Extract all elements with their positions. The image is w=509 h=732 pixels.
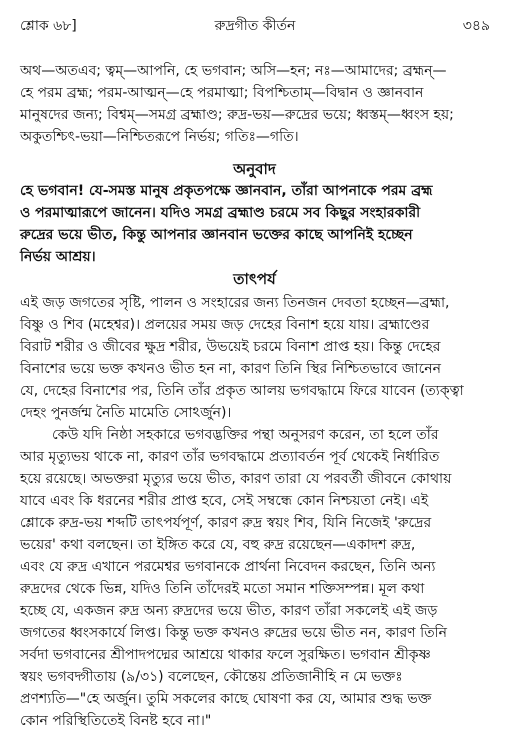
purport-line: আর মৃত্যুভয় থাকে না, কারণ তাঁর ভগবদ্ধামে প্রত্যাবর্তন পূর্ব থেকেই নির্ধারিত [20,449,440,465]
purport-line: কোন পরিস্থিতিতেই বিনষ্ট হবে না।" [20,713,212,729]
translation-section [20,180,488,268]
translation-line: রুদ্রের ভয়ে ভীত, কিন্তু আপনার জ্ঞানবান ভক্তের কাছে আপনিই হচ্ছেন [20,227,413,243]
synonyms-section [20,60,488,148]
purport-line: হয়ে রয়েছে। অভক্তরা মৃত্যুর ভয়ে ভীত, কারণ তারা যে পরবর্তী জীবনে কোথায় [20,471,452,487]
purport-line: প্রণশ্যতি—"হে অর্জুন। তুমি সকলের কাছে ঘোষণা কর যে, আমার শুদ্ধ ভক্ত [20,691,432,707]
page-number: ৩৪৯ [462,18,490,34]
translation-line: হে ভগবান! যে-সমস্ত মানুষ প্রকৃতপক্ষে জ্ঞানবান, তাঁরা আপনাকে পরম ব্রহ্ম [20,183,433,199]
purport-section [20,292,488,732]
purport-line: এবং যে রুদ্র এখানে পরমেশ্বর ভগবানকে প্রার্থনা নিবেদন করছেন, তিনি অন্য [20,559,436,575]
translation-heading: অনুবাদ [233,160,276,178]
synonyms-line: হে পরম ব্রহ্ম; পরম-আত্মন্—হে পরমাত্মা; বিপশ্চিতাম্—বিদ্বান ও জ্ঞানবান [20,85,424,101]
synonyms-line: অথ—অতএব; ত্বম্—আপনি, হে ভগবান; অসি—হন; নঃ—আমাদের; ব্রহ্মন্— [20,63,447,79]
purport-line: দেহং পুনর্জন্ম নৈতি মামেতি সোঽর্জুন)। [20,405,232,421]
purport-line: শ্লোকে রুদ্র-ভয় শব্দটি তাৎপর্যপূর্ণ, কারণ রুদ্র স্বয়ং শিব, যিনি নিজেই 'রুদ্রের [20,515,432,531]
purport-line: জগতের ধ্বংসকার্যে লিপ্ত। কিন্তু ভক্ত কখনও রুদ্রের ভয়ে ভীত নন, কারণ তিনি [20,625,447,641]
purport-line: বিরাট শরীর ও জীবের ক্ষুদ্র শরীর, উভয়েই চরমে বিনাশ প্রাপ্ত হয়। কিন্তু দেহের [20,339,441,355]
purport-line: সর্বদা ভগবানের শ্রীপাদপদ্মের আশ্রয়ে থাকার ফলে সুরক্ষিত। ভগবান শ্রীকৃষ্ণ [20,647,431,663]
purport-line: কেউ যদি নিষ্ঠা সহকারে ভগবদ্ভক্তির পন্থা অনুসরণ করেন, তা হলে তাঁর [52,427,439,443]
purport-heading: তাৎপর্য [233,270,276,288]
synonyms-line: অকুতশ্চিৎ-ভয়া—নিশ্চিতরূপে নির্ভয়; গতিঃ—গতি। [20,129,299,145]
purport-line: ভয়ের' কথা বলছেন। তা ইঙ্গিত করে যে, বহু রুদ্র রয়েছেন—একাদশ রুদ্র, [20,537,416,553]
translation-line: ও পরমাত্মারূপে জানেন। যদিও সমগ্র ব্রহ্মাণ্ড চরমে সব কিছুর সংহারকারী [20,205,421,221]
translation-line: নির্ভয় আশ্রয়। [20,249,96,265]
purport-line: হচ্ছে যে, একজন রুদ্র অন্য রুদ্রদের ভয়ে ভীত, কারণ তাঁরা সকলেই এই জড় [20,603,438,619]
purport-line: এই জড় জগতের সৃষ্টি, পালন ও সংহারের জন্য তিনজন দেবতা হচ্ছেন—ব্রহ্মা, [20,295,450,311]
synonyms-line: মানুষদের জন্য; বিশ্বম্—সমগ্র ব্রহ্মাণ্ড; রুদ্র-ভয়—রুদ্রের ভয়ে; ধ্বস্তম্—ধ্বংস হয়; [20,107,454,123]
purport-line: যাবে এবং কি ধরনের শরীর প্রাপ্ত হবে, সেই সম্বন্ধে কোন নিশ্চয়তা নেই। এই [20,493,429,509]
purport-line: রুদ্রদের থেকে ভিন্ন, যদিও তিনি তাঁদেরই মতো সমান শক্তিসম্পন্ন। মূল কথা [20,581,425,597]
purport-line: বিষ্ণু ও শিব (মহেশ্বর)। প্রলয়ের সময় জড় দেহের বিনাশ হয়ে যায়। ব্রহ্মাণ্ডের [20,317,430,333]
chapter-title: রুদ্রগীত কীর্তন [214,18,296,34]
purport-line: যে, দেহের বিনাশের পর, তিনি তাঁর প্রকৃত আলয় ভগবদ্ধামে ফিরে যাবেন (ত্যক্ত্বা [20,383,464,399]
page-header [20,10,490,36]
purport-line: বিনাশের ভয়ে ভক্ত কখনও ভীত হন না, কারণ তিনি স্থির নিশ্চিতভাবে জানেন [20,361,441,377]
purport-line: স্বয়ং ভগবদ্গীতায় (৯/৩১) বলেছেন, কৌন্তেয় প্রতিজানীহি ন মে ভক্তঃ [20,669,403,685]
verse-reference: শ্লোক ৬৮] [20,18,77,34]
